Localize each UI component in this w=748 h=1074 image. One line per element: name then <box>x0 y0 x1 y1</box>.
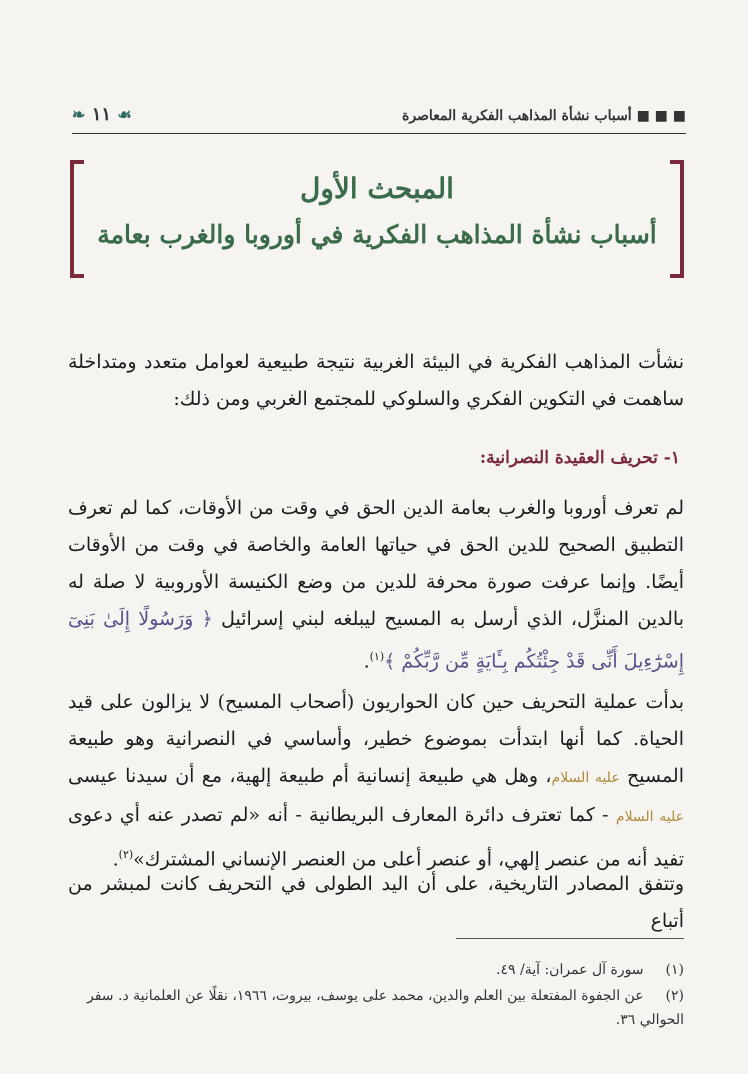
paragraph-1: لم تعرف أوروبا والغرب بعامة الدين الحق في وقت من الأوقات، كما لم تعرف التطبيق الصحيح للدين الحق في حياتها العامة والخاصة في وقت من الأوقات أيضًا. وإنما عرفت صورة محرفة للدين من وضع الكنيسة الأوروبية لا صلة له بالدين المنزَّل، الذي أرسل به المسيح ليبلغه لبني إسرائيل ﴿ وَرَسُولًا إِلَىٰ بَنِىٓ إِسْرَٰٓءِيلَ أَنِّى قَدْ جِئْتُكُم بِـَٔايَةٍ مِّن رَّبِّكُمْ ﴾$^{(١)}$. <box>68 497 684 673</box>
paragraph-2: بدأت عملية التحريف حين كان الحواريون (أصحاب المسيح) لا يزالون على قيد الحياة. كما أنها ابتدأت بموضوع خطير، وأساسي في النصرانية وهو طبيعة المسيح عليه السلام، وهل هي طبيعة إنسانية أم طبيعة إلهية، مع أن سيدنا عيسى عليه السلام - كما تعترف دائرة المعارف البريطانية - أنه «لم تصدر عنه أي دعوى تفيد أنه من عنصر إلهي، أو عنصر أعلى من العنصر الإنساني المشترك»$^{(٢)}$. <box>68 691 684 871</box>
paragraph-2-text-c: - كما تعترف دائرة المعارف البريطانية - أنه «لم تصدر عنه أي دعوى تفيد أنه من عنصر إلهي، أو عنصر أعلى من العنصر الإنساني المشترك» <box>68 804 684 871</box>
footnote-text: سورة آل عمران: آية/ ٤٩. <box>496 962 644 978</box>
right-ornament-icon: ☙ <box>117 105 132 124</box>
footnote <box>64 958 684 982</box>
intro-paragraph <box>68 344 684 418</box>
page-header <box>72 104 686 134</box>
paragraph-2-text-a: بدأت عملية التحريف حين كان الحواريون (أصحاب المسيح) لا يزالون على قيد الحياة. كما أنها ابتدأت بموضوع خطير، وأساسي في النصرانية وهو طبيعة المسيح <box>68 691 684 787</box>
page-number-text: ١١ <box>91 104 112 125</box>
footnote-number: (١) <box>665 962 684 978</box>
footnote-text: عن الجفوة المفتعلة بين العلم والدين، محمد على يوسف، بيروت، ١٩٦٦، نقلًا عن العلمانية د. سفر الحوالي ٣٦. <box>87 988 684 1028</box>
blessing-glyph: عليه السلام <box>615 809 684 825</box>
frame-corner <box>670 274 680 278</box>
frame-corner <box>74 160 84 164</box>
frame-corner <box>74 274 84 278</box>
paragraph-3-text: وتتفق المصادر التاريخية، على أن اليد الطولى في التحريف كانت لمبشر من أتباع <box>68 873 684 932</box>
running-title <box>402 108 686 124</box>
page-number <box>72 104 132 125</box>
paragraph-3 <box>68 866 684 940</box>
intro-text: نشأت المذاهب الفكرية في البيئة الغربية نتيجة طبيعية لعوامل متعدد ومتداخلة ساهمت في التكوين الفكري والسلوكي للمجتمع الغربي ومن ذلك: <box>68 351 684 410</box>
header-rule <box>72 133 686 134</box>
section-heading: ١- تحريف العقيدة النصرانية: <box>479 448 680 468</box>
left-ornament-icon: ❧ <box>72 105 86 124</box>
footnote-ref-2[interactable]: (٢) <box>118 848 134 861</box>
square-ornament-icon: ■ ■ ■ <box>636 108 686 124</box>
chapter-title-box <box>70 160 684 278</box>
footnote <box>64 984 684 1032</box>
chapter-label: المبحث الأول <box>300 172 454 205</box>
paragraph-1-text: لم تعرف أوروبا والغرب بعامة الدين الحق في وقت من الأوقات، كما لم تعرف التطبيق الصحيح للدين الحق في حياتها العامة والخاصة في وقت من الأوقات أيضًا. وإنما عرفت صورة محرفة للدين من وضع الكنيسة الأوروبية لا صلة له بالدين المنزَّل، الذي أرسل به المسيح ليبلغه لبني إسرائيل <box>68 497 684 630</box>
footnote-number: (٢) <box>665 988 684 1004</box>
paragraph-2-text-b: ، وهل هي طبيعة إنسانية أم طبيعة إلهية، مع أن سيدنا عيسى <box>68 765 552 787</box>
frame-corner <box>670 160 680 164</box>
footnotes <box>64 958 684 1034</box>
running-title-text: أسباب نشأة المذاهب الفكرية المعاصرة <box>401 108 632 124</box>
blessing-glyph: عليه السلام <box>551 770 620 786</box>
quran-verse: ﴿ وَرَسُولًا إِلَىٰ بَنِىٓ إِسْرَٰٓءِيلَ أَنِّى قَدْ جِئْتُكُم بِـَٔايَةٍ مِّن رَّبِّكُمْ ﴾ <box>68 608 684 673</box>
footnote-ref-1[interactable]: (١) <box>369 650 385 663</box>
footnote-rule <box>456 938 684 939</box>
chapter-title: أسباب نشأة المذاهب الفكرية في أوروبا والغرب بعامة <box>97 220 657 249</box>
